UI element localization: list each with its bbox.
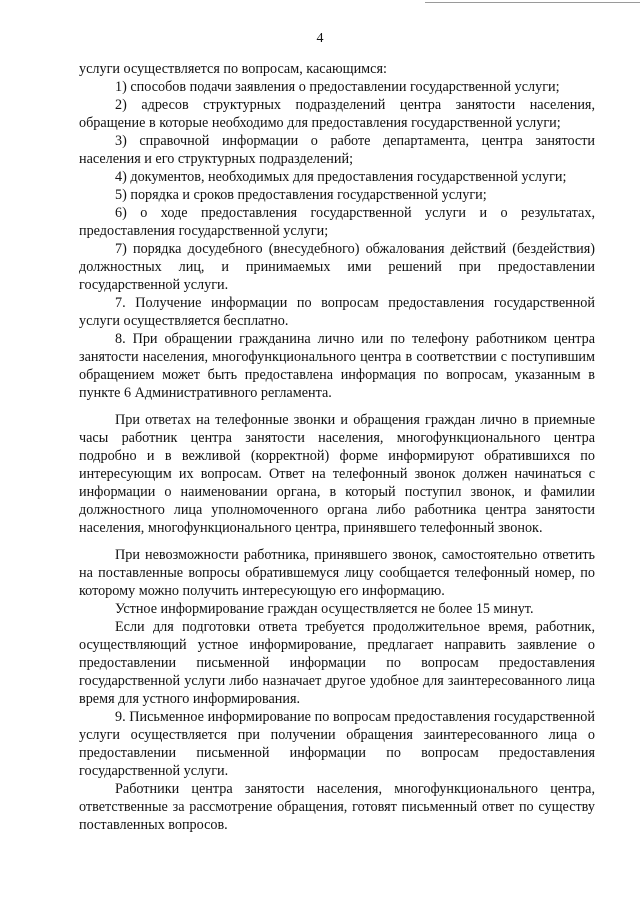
paragraph: 3) справочной информации о работе департамента, центра занятости населения и его структурных подразделений; [79,133,595,167]
paragraph: Устное информирование граждан осуществляется не более 15 минут. [115,601,534,617]
paragraph: 7) порядка досудебного (внесудебного) обжалования действий (бездействия) должностных лиц, и принимаемых ими решений при предоставлении государственной услуги. [79,241,595,293]
paragraph: 7. Получение информации по вопросам предоставления государственной услуги осуществляется бесплатно. [79,295,595,329]
paragraph: 1) способов подачи заявления о предоставлении государственной услуги; [115,79,560,95]
paragraph: 4) документов, необходимых для предоставления государственной услуги; [115,169,567,185]
paragraph: 5) порядка и сроков предоставления государственной услуги; [115,187,487,203]
paragraph: 8. При обращении гражданина лично или по телефону работником центра занятости населения, многофункционального центра в соответствии с поступившим обращением может быть предоставлена информация по вопросам, указанным в пункте 6 Административного регламента. [79,331,595,401]
paragraph: При ответах на телефонные звонки и обращения граждан лично в приемные часы работник центра занятости населения, многофункционального центра подробно и в вежливой (корректной) форме информируют обратившихся по интересующим их вопросам. Ответ на телефонный звонок должен начинаться с информации о наименовании органа, в который поступил звонок, и фамилии должностного лица уполномоченного органа либо работника центра занятости населения, многофункционального центра, принявшего телефонный звонок. [79,412,595,536]
paragraph: 6) о ходе предоставления государственной услуги и о результатах, предоставления государственной услуги; [79,205,595,239]
paragraph: При невозможности работника, принявшего звонок, самостоятельно ответить на поставленные вопросы обратившемуся лицу сообщается телефонный номер, по которому можно получить интересующую его информацию. [79,547,595,599]
page-number: 4 [316,31,324,46]
body-text [79,60,595,834]
paragraph: 2) адресов структурных подразделений центра занятости населения, обращение в которые необходимо для предоставления государственной услуги; [79,97,595,131]
top-rule [425,2,640,3]
paragraph: 9. Письменное информирование по вопросам предоставления государственной услуги осуществляется при получении обращения заинтересованного лица о предоставлении письменной информации по вопросам предоставления государственной услуги. [79,709,595,779]
paragraph: Работники центра занятости населения, многофункционального центра, ответственные за рассмотрение обращения, готовят письменный ответ по существу поставленных вопросов. [79,781,595,833]
paragraph: услуги осуществляется по вопросам, касающимся: [79,61,387,77]
paragraph: Если для подготовки ответа требуется продолжительное время, работник, осуществляющий устное информирование, предлагает направить заявление о предоставлении письменной информации по вопросам предоставления государственной услуги либо назначает другое удобное для заинтересованного лица время для устного информирования. [79,619,595,707]
